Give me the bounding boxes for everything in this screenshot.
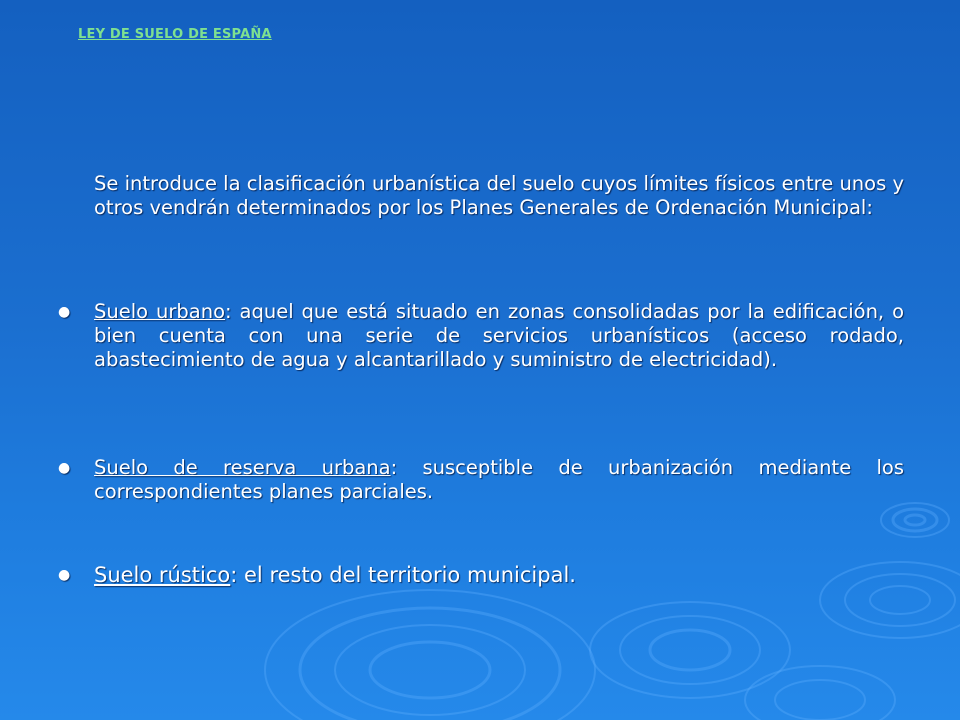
bullet-icon: ● [58,567,71,583]
slide-title: LEY DE SUELO DE ESPAÑA [78,27,272,42]
bullet-term: Suelo rústico [94,563,231,587]
bullet-suelo-reserva-urbana [58,456,904,504]
bullet-text: : aquel que está situado en zonas consolidadas por la edificación, o bien cuenta con una serie de servicios urbanísticos (acceso rodado, abastecimiento de agua y alcantarillado y suministro de electricidad). [94,300,904,371]
bullet-text: : susceptible de urbanización mediante los correspondientes planes parciales. [94,456,904,503]
bullet-term: Suelo de reserva urbana [94,456,391,479]
bullet-text: : el resto del territorio municipal. [230,563,576,587]
intro-paragraph: Se introduce la clasificación urbanística del suelo cuyos límites físicos entre unos y otros vendrán determinados por los Planes Generales de Ordenación Municipal: [94,172,904,219]
bullet-term: Suelo urbano [94,300,226,323]
bullet-suelo-urbano [58,300,904,372]
bullet-suelo-rustico [58,563,904,587]
bullet-icon: ● [58,304,71,320]
bullet-icon: ● [58,460,71,476]
